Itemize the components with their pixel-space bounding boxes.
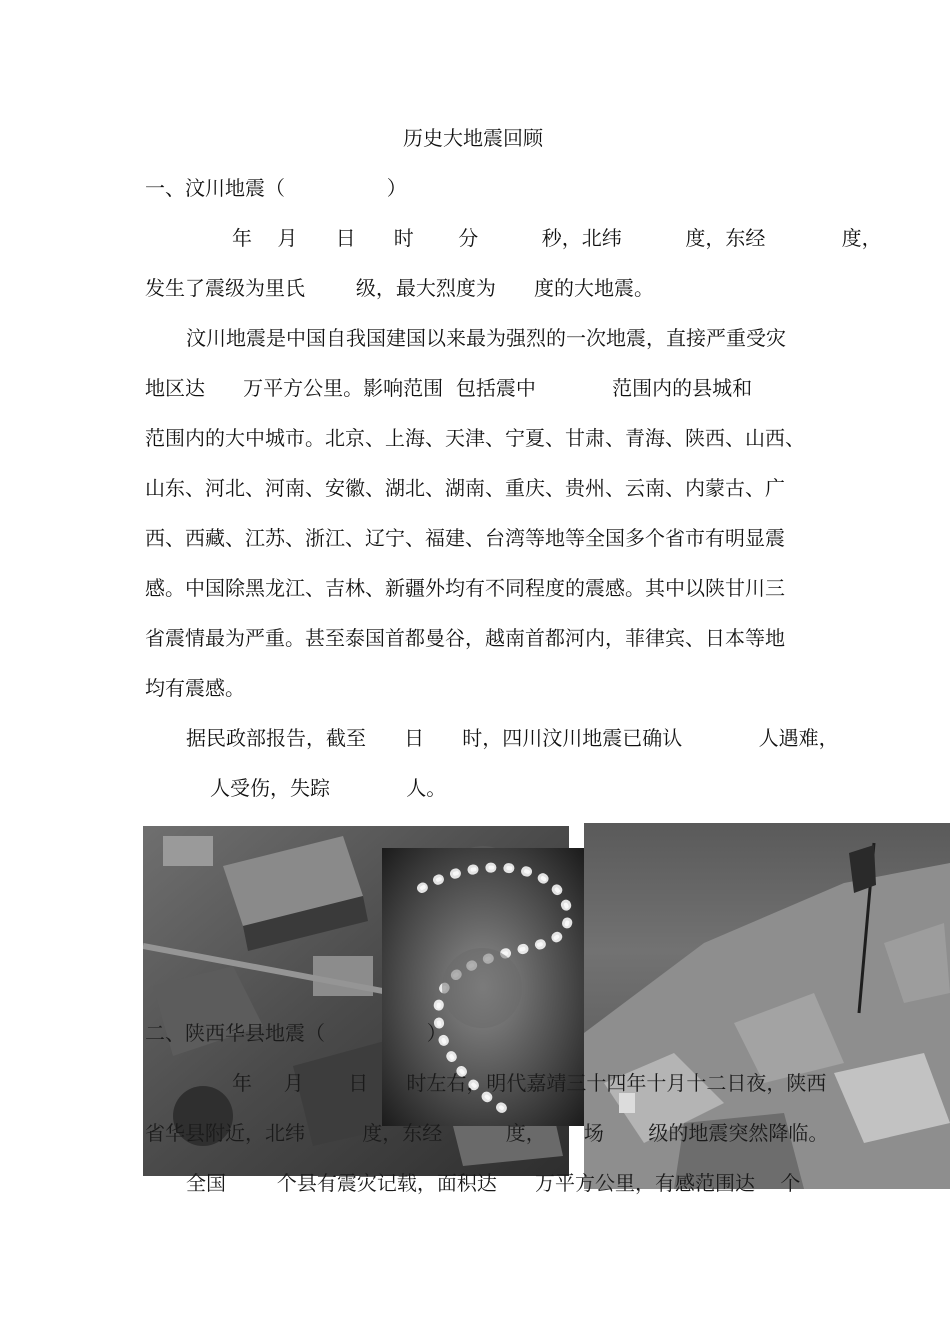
paragraph-line: 地区达 万平方公里。影响范围 包括震中 范围内的县城和: [145, 376, 753, 400]
paragraph-line: 年 月 日 时左右，明代嘉靖三十四年十月十二日夜，陕西: [232, 1071, 827, 1095]
paragraph-line: 范围内的大中城市。北京、上海、天津、宁夏、甘肃、青海、陕西、山西、: [145, 426, 805, 450]
paragraph-line: 全国 个县有震灾记载，面积达 万平方公里，有感范围达 个: [186, 1171, 801, 1195]
paragraph-line: 年 月 日 时 分 秒，北纬 度，东经 度，: [232, 226, 882, 250]
paragraph-line: 发生了震级为里氏 级，最大烈度为 度的大地震。: [145, 276, 655, 300]
paragraph-line: 西、西藏、江苏、浙江、辽宁、福建、台湾等地等全国多个省市有明显震: [145, 526, 785, 550]
paragraph-line: 感。中国除黑龙江、吉林、新疆外均有不同程度的震感。其中以陕甘川三: [145, 576, 785, 600]
section-heading-wenchuan: 一、汶川地震（ ）: [145, 176, 407, 200]
paragraph-line: 省华县附近，北纬 度，东经 度， 场 级的地震突然降临。: [145, 1121, 829, 1145]
paragraph-line: 汶川地震是中国自我国建国以来最为强烈的一次地震，直接严重受灾: [186, 326, 786, 350]
paragraph-line: 山东、河北、河南、安徽、湖北、湖南、重庆、贵州、云南、内蒙古、广: [145, 476, 785, 500]
paragraph-line: 据民政部报告，截至 日 时，四川汶川地震已确认 人遇难，: [186, 726, 839, 750]
paragraph-line: 均有震感。: [145, 676, 245, 700]
paragraph-line: 人受伤，失踪 人。: [210, 776, 447, 800]
page-title: 历史大地震回顾: [403, 126, 543, 150]
section-heading-huaxian: 二、陕西华县地震（ ）: [145, 1021, 447, 1045]
paragraph-line: 省震情最为严重。甚至泰国首都曼谷，越南首都河内，菲律宾、日本等地: [145, 626, 785, 650]
